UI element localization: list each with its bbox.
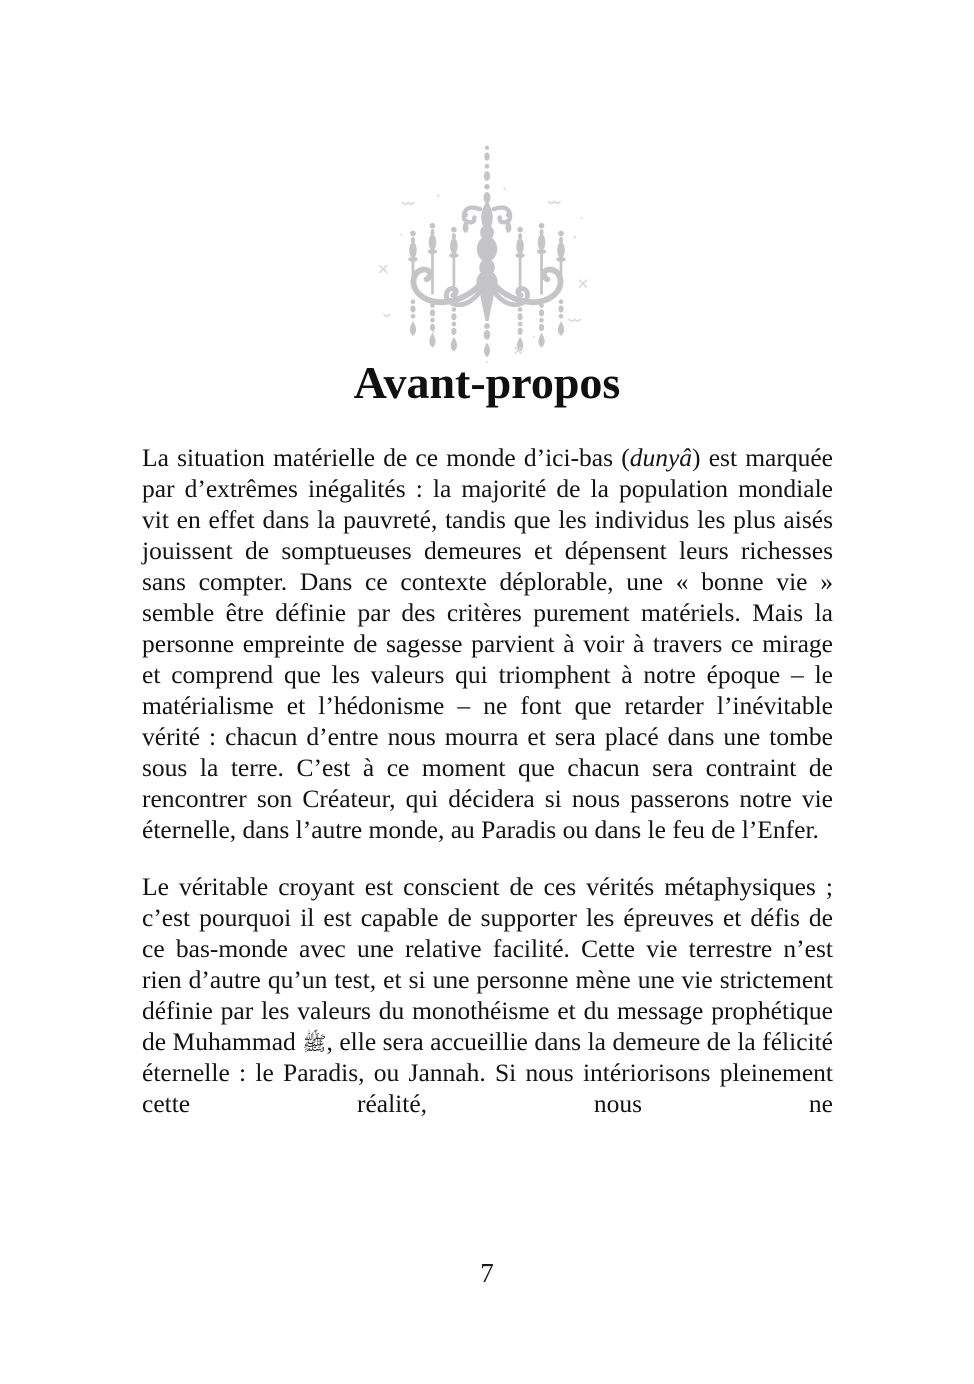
page-title: Avant-propos xyxy=(353,357,621,408)
paragraph-2-text-continued: , elle sera accueillie dans la demeure de la félicité éternelle : le Paradis, ou Jannah. Si nous intériorisons pleinement cette réalité, nous ne xyxy=(142,1027,833,1118)
chandelier-icon xyxy=(369,140,605,364)
text-block xyxy=(142,442,833,1145)
paragraph-1-text: La situation matérielle de ce monde d’ici-bas ( xyxy=(142,443,630,472)
paragraph-2 xyxy=(142,871,833,1119)
paragraph-2-text: Le véritable croyant est conscient de ces vérités métaphysiques ; c’est pourquoi il est capable de supporter les épreuves et défis de ce bas-monde avec une relative facilité. Cette vie terrestre n’est rien d’autre qu’un test, et si une personne mène une vie strictement définie par les valeurs du monothéisme et du message prophétique de Muhammad xyxy=(142,872,833,1056)
italic-term-dunya: dunyâ xyxy=(629,443,693,472)
paragraph-1-text-continued: ) est marquée par d’extrêmes inégalités : la majorité de la population mondiale vit en effet dans la pauvreté, tandis que les individus les plus aisés jouissent de somptueuses demeures et dépensent leurs richesses sans compter. Dans ce contexte déplorable, une « bonne vie » semble être définie par des critères purement matériels. Mais la personne empreinte de sagesse parvient à voir à travers ce mirage et comprend que les valeurs qui triomphent à notre époque – le matérialisme et l’hédonisme – ne font que retarder l’inévitable vérité : chacun d’entre nous mourra et sera placé dans une tombe sous la terre. C’est à ce moment que chacun sera contraint de rencontrer son Créateur, qui décidera si nous passerons notre vie éternelle, dans l’autre monde, au Paradis ou dans le feu de l’Enfer. xyxy=(142,443,833,844)
paragraph-1 xyxy=(142,442,833,845)
sallallahu-alayhi-wasallam-calligraphy-icon: ﷺ xyxy=(302,1033,327,1055)
chandelier-illustration xyxy=(369,140,605,364)
page-number: 7 xyxy=(480,1258,494,1288)
